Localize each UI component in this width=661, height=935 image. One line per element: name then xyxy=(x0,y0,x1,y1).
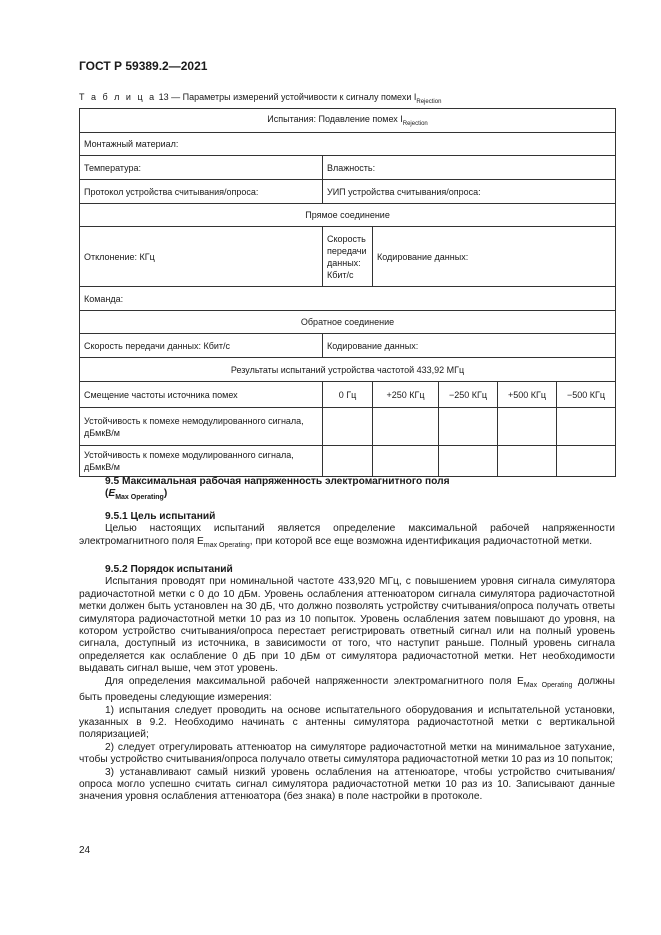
offset-plus-250: +250 КГц xyxy=(373,382,439,408)
section-9-5: 9.5 Максимальная рабочая напряженность электромагнитного поля $(E_{Max Operating})$ xyxy=(105,476,450,502)
reverse-link-header: Обратное соединение xyxy=(80,311,616,334)
protocol-cell: Протокол устройства считывания/опроса: xyxy=(80,180,323,204)
deviation-cell: Отклонение: КГц xyxy=(80,227,323,287)
section-9-5-1-title: 9.5.1 Цель испытаний xyxy=(105,511,216,522)
paragraph-1: Испытания проводят при номинальной частоте 433,920 МГц, с повышением уровня сигнала симулятора радиочастотной метки с 0 до 10 дБм. Уровень ослабления аттенюатором сигнала симулятора радиочастотной метки должен быть установлен на 30 дБ, что должно позволять устройству считывания/опроса получать ответы симулятора радиочастотной метки 10 раз из 10 попыток. Уровень ослабления затем повышают до уровня, на котором устройство считывания/опроса перестает регистрировать ответный сигнал или на полный уровень сигнала, доступный из источника, в зависимости от того, что наступит раньше. Полный уровень сигнала определяется как ослабление 0 дБ при 10 дБм от симулятора радиочастотной метки. Нет необходимости выдавать сигнал выше, чем этот уровень. xyxy=(79,576,615,675)
forward-link-header: Прямое соединение xyxy=(80,204,616,227)
results-header: Результаты испытаний устройства частотой 433,92 МГц xyxy=(80,358,616,382)
reverse-coding-cell: Кодирование данных: xyxy=(323,334,616,358)
list-item-2: 2) следует отрегулировать аттенюатор на симуляторе радиочастотной метки на минимальное затухание, чтобы устройство считывания/опроса получало ответы симулятора радиочастотной метки 10 раз из 10 попыток; xyxy=(79,741,615,766)
document-header: ГОСТ Р 59389.2—2021 xyxy=(79,59,208,73)
unmodulated-row-label: Устойчивость к помехе немодулированного сигнала, дБмкВ/м xyxy=(80,408,323,446)
coding-cell: Кодирование данных: xyxy=(373,227,616,287)
table-caption xyxy=(79,92,441,105)
command-cell: Команда: xyxy=(80,287,616,311)
offset-minus-500: −500 КГц xyxy=(557,382,616,408)
section-9-5-2 xyxy=(79,564,615,804)
page-number: 24 xyxy=(79,845,91,856)
caption-sub: Rejection xyxy=(416,98,442,105)
offset-minus-250: −250 КГц xyxy=(439,382,498,408)
paragraph-2: Для определения максимальной рабочей напряженности электромагнитного поля $E_{Max Operating}$ должны быть проведены следующие измерения: xyxy=(79,675,615,704)
caption-prefix: Т а б л и ц а xyxy=(79,92,157,102)
humidity-cell: Влажность: xyxy=(323,156,616,180)
list-item-3: 3) устанавливают самый низкий уровень ослабления на аттенюаторе, чтобы устройство считывания/опроса могло успешно считать сигнал симулятора радиочастотной метки 10 раз из 10. Записывают данные значения уровня ослабления аттенюатора (без знака) в поле настройки в протоколе. xyxy=(79,766,615,803)
parameters-table xyxy=(79,108,616,477)
rate-cell: Скорость передачи данных: Кбит/с xyxy=(323,227,373,287)
table-title: Испытания: Подавление помех $I_{Rejection}$ xyxy=(80,109,616,133)
caption-text: 13 — Параметры измерений устойчивости к сигналу помехи I xyxy=(158,92,417,102)
offset-0: 0 Гц xyxy=(323,382,373,408)
temperature-cell: Температура: xyxy=(80,156,323,180)
list-item-1: 1) испытания следует проводить на основе испытательного оборудования и испытательной установки, указанных в 9.2. Необходимо начинать с антенны симулятора радиочастотной метки с вертикальной поляризацией; xyxy=(79,704,615,741)
reverse-rate-cell: Скорость передачи данных: Кбит/с xyxy=(80,334,323,358)
section-9-5-2-title: 9.5.2 Порядок испытаний xyxy=(105,564,233,575)
section-9-5-title: 9.5 Максимальная рабочая напряженность электромагнитного поля xyxy=(105,476,450,487)
section-9-5-1-text: Целью настоящих испытаний является определение максимальной рабочей напряженности электромагнитного поля $E_{max Operating}$, при которой все еще возможна идентификация радиочастотной метки. xyxy=(79,523,615,549)
section-9-5-1 xyxy=(79,511,615,552)
uip-cell: УИП устройства считывания/опроса: xyxy=(323,180,616,204)
mount-cell: Монтажный материал: xyxy=(80,133,616,156)
modulated-row-label: Устойчивость к помехе модулированного сигнала, дБмкВ/м xyxy=(80,446,323,477)
offset-label: Смещение частоты источника помех xyxy=(80,382,323,408)
offset-plus-500: +500 КГц xyxy=(498,382,557,408)
